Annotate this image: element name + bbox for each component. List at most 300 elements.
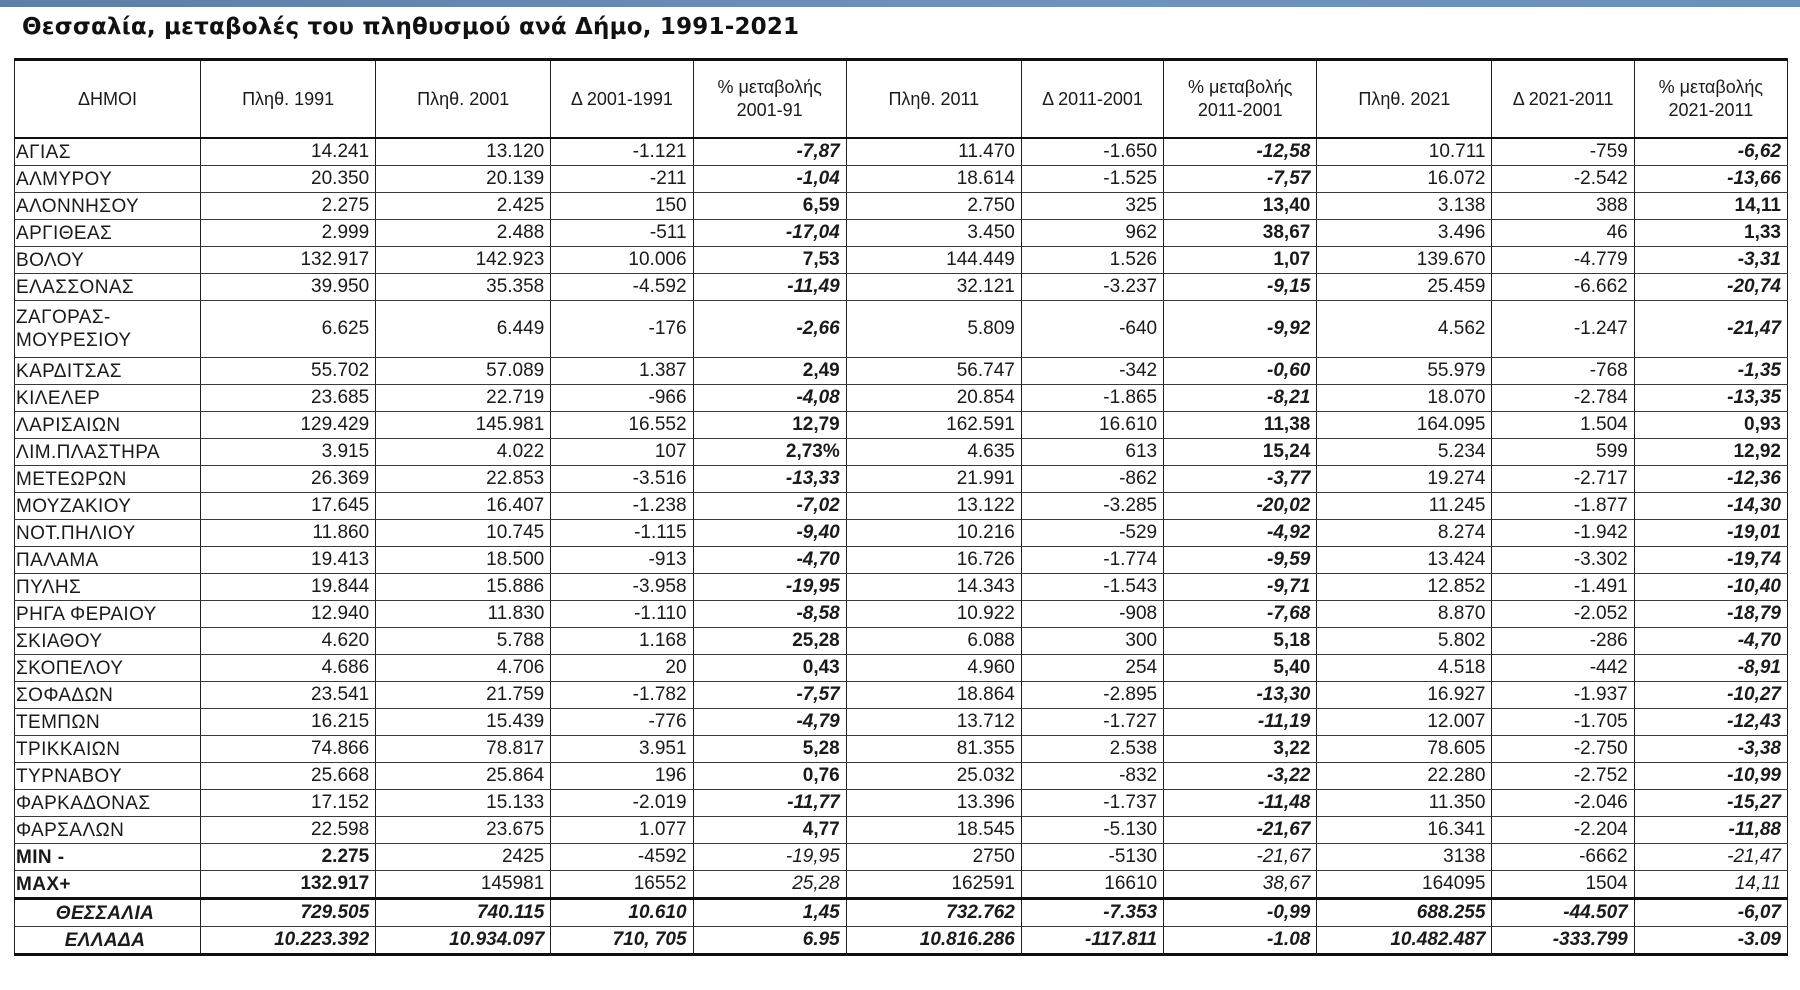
cell-municipality: ΣΟΦΑΔΩΝ — [15, 682, 201, 709]
cell-pop-2001: 5.788 — [376, 628, 551, 655]
cell-pop-2001: 25.864 — [376, 763, 551, 790]
cell-delta-2011-2001: 962 — [1021, 220, 1163, 247]
cell-municipality: ΑΛΜΥΡΟΥ — [15, 166, 201, 193]
cell-pct-2011-2001: 13,40 — [1164, 193, 1317, 220]
cell-pop-2011: 25.032 — [846, 763, 1021, 790]
cell-pct-2021-2011: -18,79 — [1634, 601, 1787, 628]
cell-pct-2001-91: -11,49 — [693, 274, 846, 301]
cell-delta-2001-1991: -176 — [551, 301, 693, 358]
cell-delta-2011-2001: -862 — [1021, 466, 1163, 493]
cell-pop-2001: 22.719 — [376, 385, 551, 412]
cell-delta-2021-2011: -6.662 — [1492, 274, 1634, 301]
cell-pct-2011-2001: -11,19 — [1164, 709, 1317, 736]
cell-pop-2021: 139.670 — [1317, 247, 1492, 274]
cell-pop-2001: 2425 — [376, 844, 551, 871]
cell-delta-2001-1991: 1.077 — [551, 817, 693, 844]
cell-delta-2011-2001: -1.543 — [1021, 574, 1163, 601]
cell-delta-2011-2001: -1.865 — [1021, 385, 1163, 412]
cell-delta-2001-1991: -966 — [551, 385, 693, 412]
cell-pop-1991: 14.241 — [201, 138, 376, 166]
cell-pop-2021: 10.482.487 — [1317, 927, 1492, 955]
cell-pop-2021: 12.852 — [1317, 574, 1492, 601]
cell-pop-2011: 16.726 — [846, 547, 1021, 574]
cell-pop-2001: 35.358 — [376, 274, 551, 301]
cell-delta-2001-1991: 10.006 — [551, 247, 693, 274]
total-row — [15, 927, 1788, 955]
cell-pop-2001: 10.934.097 — [376, 927, 551, 955]
cell-pop-2011: 4.960 — [846, 655, 1021, 682]
header-pct-2021-2011: % μεταβολής 2021-2011 — [1634, 60, 1787, 139]
cell-pct-2011-2001: 38,67 — [1164, 871, 1317, 899]
table-row — [15, 682, 1788, 709]
cell-pop-2011: 144.449 — [846, 247, 1021, 274]
table-row — [15, 247, 1788, 274]
cell-delta-2001-1991: -4.592 — [551, 274, 693, 301]
cell-pop-2011: 13.396 — [846, 790, 1021, 817]
cell-pop-1991: 729.505 — [201, 899, 376, 927]
cell-pop-2021: 25.459 — [1317, 274, 1492, 301]
cell-delta-2011-2001: 16610 — [1021, 871, 1163, 899]
cell-pct-2021-2011: -10,99 — [1634, 763, 1787, 790]
cell-delta-2021-2011: -2.542 — [1492, 166, 1634, 193]
cell-pop-2011: 81.355 — [846, 736, 1021, 763]
cell-pop-1991: 4.620 — [201, 628, 376, 655]
cell-pop-1991: 132.917 — [201, 871, 376, 899]
cell-pop-2001: 10.745 — [376, 520, 551, 547]
cell-pop-2021: 8.870 — [1317, 601, 1492, 628]
cell-pct-2001-91: 6.95 — [693, 927, 846, 955]
cell-pop-2011: 11.470 — [846, 138, 1021, 166]
cell-pct-2021-2011: -13,35 — [1634, 385, 1787, 412]
stat-row — [15, 871, 1788, 899]
cell-pop-2001: 20.139 — [376, 166, 551, 193]
cell-pop-2011: 3.450 — [846, 220, 1021, 247]
cell-pop-2021: 3.496 — [1317, 220, 1492, 247]
cell-pct-2021-2011: -11,88 — [1634, 817, 1787, 844]
cell-pct-2011-2001: -9,92 — [1164, 301, 1317, 358]
cell-pct-2001-91: 25,28 — [693, 628, 846, 655]
cell-delta-2011-2001: 2.538 — [1021, 736, 1163, 763]
cell-pct-2021-2011: 14,11 — [1634, 871, 1787, 899]
cell-municipality: ΒΟΛΟΥ — [15, 247, 201, 274]
cell-pct-2021-2011: 12,92 — [1634, 439, 1787, 466]
cell-delta-2021-2011: -333.799 — [1492, 927, 1634, 955]
cell-pct-2011-2001: 5,18 — [1164, 628, 1317, 655]
page-title: Θεσσαλία, μεταβολές του πληθυσμού ανά Δήμο, 1991-2021 — [22, 14, 800, 40]
cell-pct-2021-2011: -21,47 — [1634, 301, 1787, 358]
cell-pct-2021-2011: -10,40 — [1634, 574, 1787, 601]
cell-pct-2001-91: -8,58 — [693, 601, 846, 628]
cell-municipality: ΡΗΓΑ ΦΕΡΑΙΟΥ — [15, 601, 201, 628]
cell-pop-1991: 2.275 — [201, 193, 376, 220]
table-row — [15, 547, 1788, 574]
cell-pct-2021-2011: -3,38 — [1634, 736, 1787, 763]
cell-delta-2011-2001: -908 — [1021, 601, 1163, 628]
cell-delta-2011-2001: -1.737 — [1021, 790, 1163, 817]
population-table — [14, 58, 1788, 956]
cell-pct-2011-2001: 15,24 — [1164, 439, 1317, 466]
cell-pop-2011: 18.545 — [846, 817, 1021, 844]
cell-pct-2011-2001: -3,22 — [1164, 763, 1317, 790]
cell-pop-2021: 164.095 — [1317, 412, 1492, 439]
cell-municipality: ΦΑΡΚΑΔΟΝΑΣ — [15, 790, 201, 817]
cell-pop-2021: 10.711 — [1317, 138, 1492, 166]
cell-pct-2001-91: -11,77 — [693, 790, 846, 817]
cell-delta-2011-2001: -2.895 — [1021, 682, 1163, 709]
cell-pct-2001-91: -13,33 — [693, 466, 846, 493]
cell-delta-2021-2011: -442 — [1492, 655, 1634, 682]
table-body — [15, 138, 1788, 955]
cell-pct-2011-2001: -0,99 — [1164, 899, 1317, 927]
table-row — [15, 301, 1788, 358]
table-row — [15, 628, 1788, 655]
cell-pop-2011: 18.614 — [846, 166, 1021, 193]
cell-pct-2021-2011: -21,47 — [1634, 844, 1787, 871]
header-pop-2001: Πληθ. 2001 — [376, 60, 551, 139]
cell-pct-2001-91: -4,08 — [693, 385, 846, 412]
cell-pop-2011: 4.635 — [846, 439, 1021, 466]
cell-municipality: ΘΕΣΣΑΛΙΑ — [15, 899, 201, 927]
cell-pop-1991: 129.429 — [201, 412, 376, 439]
cell-pct-2011-2001: -13,30 — [1164, 682, 1317, 709]
cell-delta-2021-2011: -759 — [1492, 138, 1634, 166]
cell-pop-2001: 2.488 — [376, 220, 551, 247]
cell-pop-2011: 20.854 — [846, 385, 1021, 412]
cell-pop-1991: 17.645 — [201, 493, 376, 520]
table-header-row — [15, 60, 1788, 139]
cell-delta-2001-1991: 710, 705 — [551, 927, 693, 955]
cell-pct-2021-2011: -8,91 — [1634, 655, 1787, 682]
cell-pct-2021-2011: -20,74 — [1634, 274, 1787, 301]
cell-pop-2021: 8.274 — [1317, 520, 1492, 547]
cell-pop-2001: 145.981 — [376, 412, 551, 439]
cell-delta-2001-1991: 196 — [551, 763, 693, 790]
cell-pct-2001-91: 6,59 — [693, 193, 846, 220]
cell-pop-2021: 164095 — [1317, 871, 1492, 899]
cell-municipality: ΤΥΡΝΑΒΟΥ — [15, 763, 201, 790]
cell-delta-2021-2011: -1.491 — [1492, 574, 1634, 601]
cell-municipality: ΤΕΜΠΩΝ — [15, 709, 201, 736]
cell-pop-1991: 20.350 — [201, 166, 376, 193]
cell-pct-2001-91: -7,02 — [693, 493, 846, 520]
cell-delta-2011-2001: -5130 — [1021, 844, 1163, 871]
cell-pop-2021: 688.255 — [1317, 899, 1492, 927]
cell-delta-2011-2001: 300 — [1021, 628, 1163, 655]
cell-delta-2021-2011: -2.717 — [1492, 466, 1634, 493]
cell-pct-2011-2001: -11,48 — [1164, 790, 1317, 817]
cell-delta-2011-2001: 1.526 — [1021, 247, 1163, 274]
table-row — [15, 520, 1788, 547]
cell-pop-2001: 145981 — [376, 871, 551, 899]
cell-delta-2021-2011: 388 — [1492, 193, 1634, 220]
cell-pop-2011: 32.121 — [846, 274, 1021, 301]
header-delta-2001-1991: Δ 2001-1991 — [551, 60, 693, 139]
cell-municipality: ΕΛΑΣΣΟΝΑΣ — [15, 274, 201, 301]
cell-delta-2011-2001: -1.774 — [1021, 547, 1163, 574]
cell-municipality: ΑΡΓΙΘΕΑΣ — [15, 220, 201, 247]
cell-pop-1991: 3.915 — [201, 439, 376, 466]
cell-pop-1991: 25.668 — [201, 763, 376, 790]
cell-delta-2021-2011: -1.705 — [1492, 709, 1634, 736]
cell-pop-2011: 56.747 — [846, 358, 1021, 385]
cell-pct-2021-2011: -3,31 — [1634, 247, 1787, 274]
cell-municipality: ΛΑΡΙΣΑΙΩΝ — [15, 412, 201, 439]
cell-delta-2021-2011: -768 — [1492, 358, 1634, 385]
cell-municipality: ΤΡΙΚΚΑΙΩΝ — [15, 736, 201, 763]
cell-pct-2021-2011: -19,74 — [1634, 547, 1787, 574]
cell-pop-2021: 22.280 — [1317, 763, 1492, 790]
cell-delta-2011-2001: 325 — [1021, 193, 1163, 220]
cell-municipality: ΑΛΟΝΝΗΣΟΥ — [15, 193, 201, 220]
cell-delta-2011-2001: -832 — [1021, 763, 1163, 790]
cell-pct-2011-2001: -0,60 — [1164, 358, 1317, 385]
cell-pop-2021: 4.518 — [1317, 655, 1492, 682]
table-row — [15, 817, 1788, 844]
cell-pop-2021: 11.245 — [1317, 493, 1492, 520]
table-row — [15, 412, 1788, 439]
header-pop-2021: Πληθ. 2021 — [1317, 60, 1492, 139]
cell-delta-2021-2011: -4.779 — [1492, 247, 1634, 274]
cell-delta-2021-2011: -1.877 — [1492, 493, 1634, 520]
table-row — [15, 763, 1788, 790]
cell-delta-2001-1991: -776 — [551, 709, 693, 736]
cell-pop-2001: 18.500 — [376, 547, 551, 574]
cell-delta-2001-1991: 10.610 — [551, 899, 693, 927]
cell-pct-2001-91: -7,87 — [693, 138, 846, 166]
cell-delta-2021-2011: -2.752 — [1492, 763, 1634, 790]
cell-delta-2001-1991: 3.951 — [551, 736, 693, 763]
cell-delta-2001-1991: -4592 — [551, 844, 693, 871]
cell-municipality: ΣΚΟΠΕΛΟΥ — [15, 655, 201, 682]
cell-pct-2001-91: -19,95 — [693, 574, 846, 601]
cell-pop-1991: 23.685 — [201, 385, 376, 412]
cell-pct-2011-2001: 5,40 — [1164, 655, 1317, 682]
cell-delta-2021-2011: -2.204 — [1492, 817, 1634, 844]
cell-pct-2001-91: 0,76 — [693, 763, 846, 790]
cell-pop-2001: 22.853 — [376, 466, 551, 493]
cell-pop-2011: 10.922 — [846, 601, 1021, 628]
cell-pct-2021-2011: -19,01 — [1634, 520, 1787, 547]
cell-pct-2001-91: -7,57 — [693, 682, 846, 709]
cell-delta-2011-2001: -529 — [1021, 520, 1163, 547]
cell-delta-2001-1991: 16552 — [551, 871, 693, 899]
cell-pct-2021-2011: 1,33 — [1634, 220, 1787, 247]
cell-pop-2021: 3138 — [1317, 844, 1492, 871]
cell-delta-2001-1991: 1.387 — [551, 358, 693, 385]
cell-pop-2011: 162591 — [846, 871, 1021, 899]
cell-pop-2011: 6.088 — [846, 628, 1021, 655]
cell-pop-2021: 18.070 — [1317, 385, 1492, 412]
cell-delta-2021-2011: 1504 — [1492, 871, 1634, 899]
cell-pop-1991: 19.844 — [201, 574, 376, 601]
cell-pop-2021: 4.562 — [1317, 301, 1492, 358]
cell-pct-2021-2011: -4,70 — [1634, 628, 1787, 655]
cell-pct-2001-91: 4,77 — [693, 817, 846, 844]
cell-delta-2011-2001: -1.650 — [1021, 138, 1163, 166]
table-row — [15, 138, 1788, 166]
cell-pct-2011-2001: 3,22 — [1164, 736, 1317, 763]
cell-pct-2011-2001: -3,77 — [1164, 466, 1317, 493]
cell-pop-2011: 5.809 — [846, 301, 1021, 358]
cell-pop-1991: 12.940 — [201, 601, 376, 628]
table-row — [15, 493, 1788, 520]
cell-pct-2021-2011: -13,66 — [1634, 166, 1787, 193]
cell-municipality: ΚΙΛΕΛΕΡ — [15, 385, 201, 412]
cell-pct-2001-91: 0,43 — [693, 655, 846, 682]
table-row — [15, 274, 1788, 301]
cell-pop-2001: 6.449 — [376, 301, 551, 358]
cell-pct-2001-91: -4,79 — [693, 709, 846, 736]
table-row — [15, 574, 1788, 601]
cell-pct-2011-2001: -8,21 — [1164, 385, 1317, 412]
cell-delta-2011-2001: -1.525 — [1021, 166, 1163, 193]
cell-municipality: ΦΑΡΣΑΛΩΝ — [15, 817, 201, 844]
table-row — [15, 220, 1788, 247]
cell-pct-2011-2001: -21,67 — [1164, 844, 1317, 871]
cell-pop-2001: 23.675 — [376, 817, 551, 844]
cell-pct-2011-2001: -1.08 — [1164, 927, 1317, 955]
cell-delta-2011-2001: 16.610 — [1021, 412, 1163, 439]
cell-pop-2001: 142.923 — [376, 247, 551, 274]
cell-pop-2021: 3.138 — [1317, 193, 1492, 220]
cell-pop-2001: 4.022 — [376, 439, 551, 466]
cell-pop-2021: 5.234 — [1317, 439, 1492, 466]
cell-pop-2021: 78.605 — [1317, 736, 1492, 763]
cell-pop-2011: 732.762 — [846, 899, 1021, 927]
cell-pop-2021: 16.927 — [1317, 682, 1492, 709]
cell-delta-2001-1991: -913 — [551, 547, 693, 574]
cell-pop-1991: 4.686 — [201, 655, 376, 682]
cell-municipality: ΠΑΛΑΜΑ — [15, 547, 201, 574]
cell-pop-1991: 17.152 — [201, 790, 376, 817]
cell-municipality: ΝΟΤ.ΠΗΛΙΟΥ — [15, 520, 201, 547]
cell-pop-2001: 78.817 — [376, 736, 551, 763]
cell-delta-2001-1991: 150 — [551, 193, 693, 220]
table-row — [15, 736, 1788, 763]
cell-delta-2011-2001: -3.285 — [1021, 493, 1163, 520]
cell-delta-2001-1991: -1.782 — [551, 682, 693, 709]
cell-pop-1991: 2.999 — [201, 220, 376, 247]
table-row — [15, 601, 1788, 628]
table-row — [15, 790, 1788, 817]
cell-delta-2021-2011: -286 — [1492, 628, 1634, 655]
table-row — [15, 385, 1788, 412]
cell-pop-1991: 39.950 — [201, 274, 376, 301]
cell-delta-2011-2001: -1.727 — [1021, 709, 1163, 736]
cell-pop-2021: 19.274 — [1317, 466, 1492, 493]
table-row — [15, 358, 1788, 385]
cell-pop-2001: 4.706 — [376, 655, 551, 682]
cell-delta-2011-2001: -640 — [1021, 301, 1163, 358]
cell-pop-1991: 19.413 — [201, 547, 376, 574]
cell-pop-2021: 16.072 — [1317, 166, 1492, 193]
cell-pop-1991: 11.860 — [201, 520, 376, 547]
cell-pop-2011: 18.864 — [846, 682, 1021, 709]
cell-pop-2001: 11.830 — [376, 601, 551, 628]
cell-delta-2011-2001: -342 — [1021, 358, 1163, 385]
cell-delta-2021-2011: -44.507 — [1492, 899, 1634, 927]
cell-delta-2001-1991: 107 — [551, 439, 693, 466]
cell-municipality: ΜΟΥΖΑΚΙΟΥ — [15, 493, 201, 520]
header-pop-1991: Πληθ. 1991 — [201, 60, 376, 139]
cell-delta-2021-2011: -1.247 — [1492, 301, 1634, 358]
cell-pct-2021-2011: -10,27 — [1634, 682, 1787, 709]
cell-pop-2001: 57.089 — [376, 358, 551, 385]
table-row — [15, 193, 1788, 220]
stat-row — [15, 844, 1788, 871]
cell-pct-2021-2011: -12,36 — [1634, 466, 1787, 493]
cell-pct-2011-2001: -21,67 — [1164, 817, 1317, 844]
cell-delta-2001-1991: -2.019 — [551, 790, 693, 817]
cell-pct-2001-91: 12,79 — [693, 412, 846, 439]
cell-pop-2011: 14.343 — [846, 574, 1021, 601]
cell-municipality: ΛΙΜ.ΠΛΑΣΤΗΡΑ — [15, 439, 201, 466]
cell-pct-2001-91: -1,04 — [693, 166, 846, 193]
cell-pop-2011: 2750 — [846, 844, 1021, 871]
cell-pop-2011: 10.816.286 — [846, 927, 1021, 955]
cell-pct-2011-2001: 1,07 — [1164, 247, 1317, 274]
cell-delta-2001-1991: 1.168 — [551, 628, 693, 655]
cell-delta-2021-2011: -6662 — [1492, 844, 1634, 871]
cell-pct-2001-91: -17,04 — [693, 220, 846, 247]
cell-pct-2001-91: 25,28 — [693, 871, 846, 899]
cell-pop-2011: 13.712 — [846, 709, 1021, 736]
header-pop-2011: Πληθ. 2011 — [846, 60, 1021, 139]
cell-pct-2001-91: 7,53 — [693, 247, 846, 274]
cell-delta-2001-1991: -1.238 — [551, 493, 693, 520]
cell-pct-2021-2011: -15,27 — [1634, 790, 1787, 817]
cell-delta-2021-2011: -2.750 — [1492, 736, 1634, 763]
cell-municipality: ΣΚΙΑΘΟΥ — [15, 628, 201, 655]
cell-pct-2001-91: -2,66 — [693, 301, 846, 358]
cell-pop-2021: 16.341 — [1317, 817, 1492, 844]
cell-pct-2011-2001: -12,58 — [1164, 138, 1317, 166]
cell-pop-2021: 5.802 — [1317, 628, 1492, 655]
cell-pop-1991: 16.215 — [201, 709, 376, 736]
cell-pct-2011-2001: -9,71 — [1164, 574, 1317, 601]
cell-pop-1991: 22.598 — [201, 817, 376, 844]
cell-pct-2021-2011: 0,93 — [1634, 412, 1787, 439]
cell-pct-2011-2001: -9,59 — [1164, 547, 1317, 574]
cell-pop-2011: 21.991 — [846, 466, 1021, 493]
cell-pct-2011-2001: -4,92 — [1164, 520, 1317, 547]
top-color-strip — [0, 0, 1800, 7]
header-municipality: ΔΗΜΟΙ — [15, 60, 201, 139]
cell-pop-1991: 10.223.392 — [201, 927, 376, 955]
cell-delta-2021-2011: -1.942 — [1492, 520, 1634, 547]
cell-delta-2011-2001: 254 — [1021, 655, 1163, 682]
cell-pct-2021-2011: -1,35 — [1634, 358, 1787, 385]
cell-delta-2021-2011: -1.937 — [1492, 682, 1634, 709]
cell-delta-2001-1991: -3.958 — [551, 574, 693, 601]
cell-delta-2011-2001: -7.353 — [1021, 899, 1163, 927]
cell-delta-2001-1991: -511 — [551, 220, 693, 247]
table-row — [15, 466, 1788, 493]
header-pct-2001-91: % μεταβολής 2001-91 — [693, 60, 846, 139]
cell-delta-2021-2011: 1.504 — [1492, 412, 1634, 439]
cell-delta-2021-2011: 46 — [1492, 220, 1634, 247]
cell-delta-2011-2001: -5.130 — [1021, 817, 1163, 844]
cell-pct-2001-91: -4,70 — [693, 547, 846, 574]
header-pct-2011-2001: % μεταβολής 2011-2001 — [1164, 60, 1317, 139]
cell-pct-2021-2011: 14,11 — [1634, 193, 1787, 220]
cell-pop-2021: 12.007 — [1317, 709, 1492, 736]
cell-municipality: ΑΓΙΑΣ — [15, 138, 201, 166]
cell-delta-2021-2011: -2.052 — [1492, 601, 1634, 628]
cell-pop-2021: 13.424 — [1317, 547, 1492, 574]
cell-pop-2021: 55.979 — [1317, 358, 1492, 385]
cell-delta-2001-1991: -1.121 — [551, 138, 693, 166]
